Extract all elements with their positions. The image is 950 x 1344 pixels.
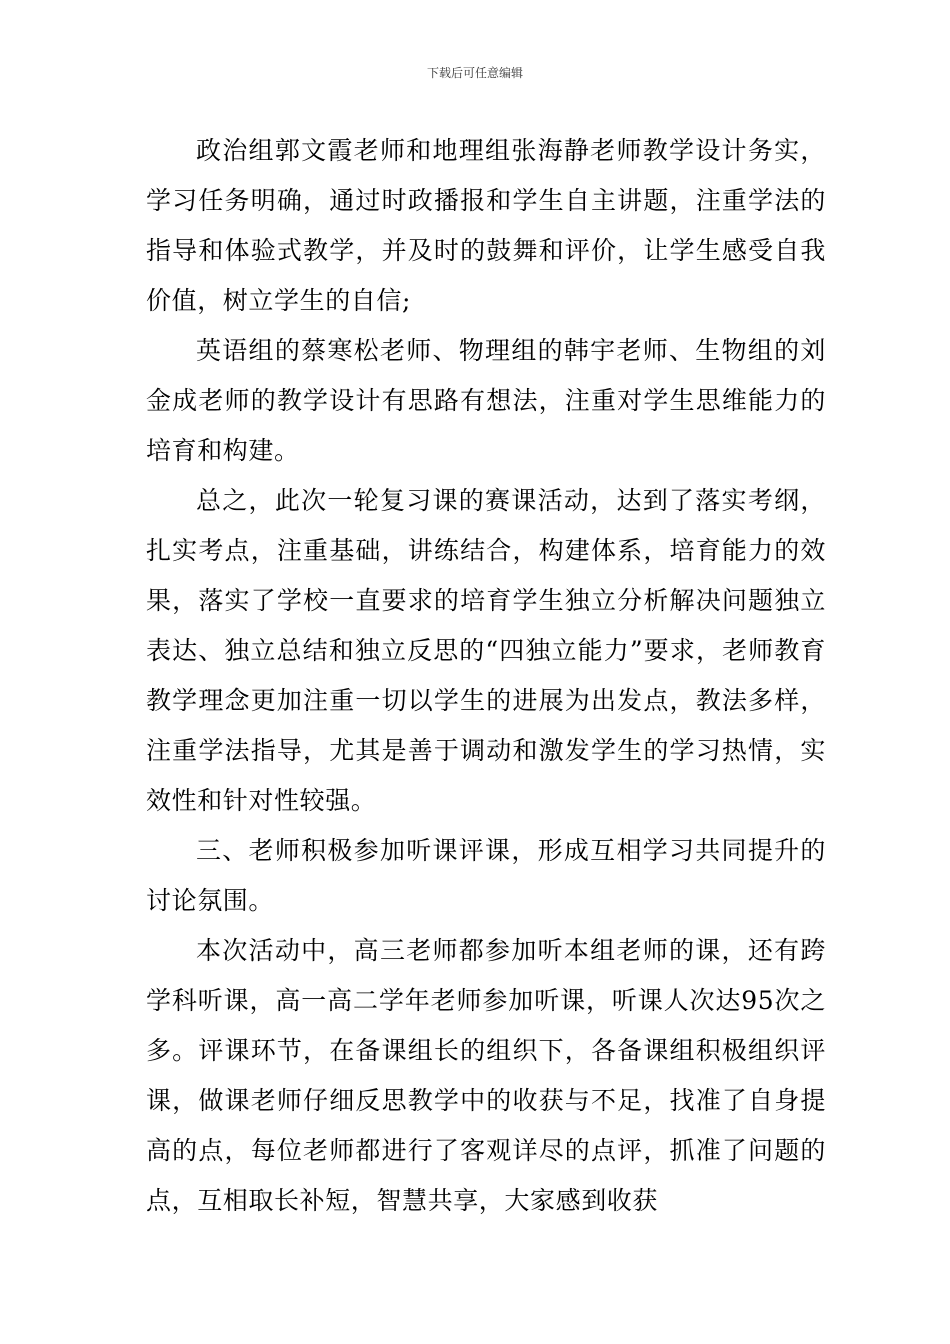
page-header-note: 下载后可任意编辑 — [426, 66, 523, 80]
paragraph-politics-geography: 政治组郭文霞老师和地理组张海静老师教学设计务实，学习任务明确，通过时政播报和学生自主讲题，注重学法的指导和体验式教学，并及时的鼓舞和评价，让学生感受自我价值，树立学生的自信; — [146, 136, 826, 315]
document-body — [146, 126, 826, 1226]
section-heading-three: 三、老师积极参加听课评课，形成互相学习共同提升的讨论氛围。 — [146, 836, 826, 915]
paragraph-english-physics-biology: 英语组的蔡寒松老师、物理组的韩宇老师、生物组的刘金成老师的教学设计有思路有想法，注重对学生思维能力的培育和构建。 — [146, 336, 826, 465]
paragraph-summary: 总之，此次一轮复习课的赛课活动，达到了落实考纲，扎实考点，注重基础，讲练结合，构建体系，培育能力的效果，落实了学校一直要求的培育学生独立分析解决问题独立表达、独立总结和独立反思的“四独立能力”要求，老师教育教学理念更加注重一切以学生的进展为出发点，教法多样，注重学法指导，尤其是善于调动和激发学生的学习热情，实效性和针对性较强。 — [146, 486, 826, 815]
paragraph-activity: 本次活动中，高三老师都参加听本组老师的课，还有跨学科听课，高一高二学年老师参加听课，听课人次达95次之多。评课环节，在备课组长的组织下，各备课组积极组织评课，做课老师仔细反思教学中的收获与不足，找准了自身提高的点，每位老师都进行了客观详尽的点评，抓准了问题的点，互相取长补短，智慧共享，大家感到收获 — [146, 936, 826, 1215]
